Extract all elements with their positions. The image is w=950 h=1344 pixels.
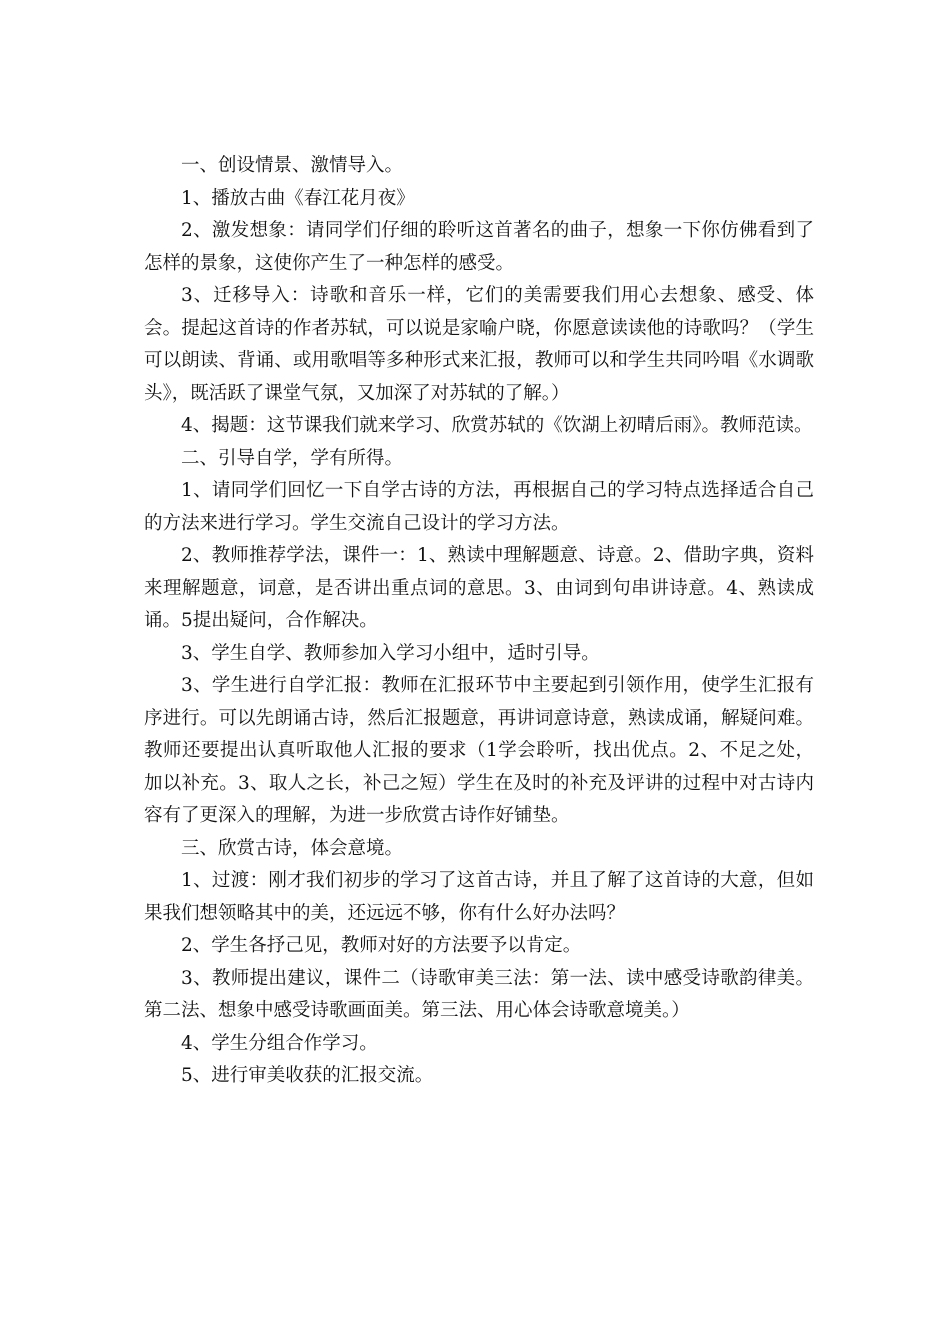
paragraph: 2、教师推荐学法，课件一：1、熟读中理解题意、诗意。2、借助字典，资料来理解题意，词意，是否讲出重点词的意思。3、由词到句串讲诗意。4、熟读成诵。5提出疑问，合作解决。 bbox=[144, 545, 814, 631]
section-heading-3: 三、欣赏古诗，体会意境。 bbox=[181, 837, 404, 859]
paragraph: 3、学生进行自学汇报：教师在汇报环节中主要起到引领作用，使学生汇报有序进行。可以先朗诵古诗，然后汇报题意，再讲词意诗意，熟读成诵，解疑问难。教师还要提出认真听取他人汇报的要求（1学会聆听，找出优点。2、不足之处，加以补充。3、取人之长，补己之短）学生在及时的补充及评讲的过程中对古诗内容有了更深入的理解，为进一步欣赏古诗作好铺垫。 bbox=[144, 675, 814, 826]
section-heading-1: 一、创设情景、激情导入。 bbox=[181, 155, 404, 176]
paragraph: 3、教师提出建议，课件二（诗歌审美三法：第一法、读中感受诗歌韵律美。第二法、想象中感受诗歌画面美。第三法、用心体会诗歌意境美。） bbox=[144, 967, 814, 1021]
paragraph: 1、过渡：刚才我们初步的学习了这首古诗，并且了解了这首诗的大意，但如果我们想领略其中的美，还远远不够，你有什么好办法吗？ bbox=[144, 870, 814, 924]
paragraph: 4、揭题：这节课我们就来学习、欣赏苏轼的《饮湖上初晴后雨》。教师范读。 bbox=[181, 415, 813, 436]
paragraph: 4、学生分组合作学习。 bbox=[181, 1032, 378, 1054]
paragraph: 1、播放古曲《春江花月夜》 bbox=[181, 187, 415, 209]
paragraph: 3、学生自学、教师参加入学习小组中，适时引导。 bbox=[181, 642, 600, 664]
section-heading-2: 二、引导自学，学有所得。 bbox=[181, 447, 404, 469]
paragraph: 2、激发想象：请同学们仔细的聆听这首著名的曲子，想象一下你仿佛看到了怎样的景象，这使你产生了一种怎样的感受。 bbox=[144, 220, 814, 274]
paragraph: 1、请同学们回忆一下自学古诗的方法，再根据自己的学习特点选择适合自己的方法来进行学习。学生交流自己设计的学习方法。 bbox=[144, 480, 814, 534]
paragraph: 2、学生各抒己见，教师对好的方法要予以肯定。 bbox=[181, 935, 582, 956]
document-body bbox=[144, 150, 814, 1093]
paragraph: 3、迁移导入：诗歌和音乐一样，它们的美需要我们用心去想象、感受、体会。提起这首诗的作者苏轼，可以说是家喻户晓，你愿意读读他的诗歌吗？（学生可以朗读、背诵、或用歌唱等多种形式来汇报，教师可以和学生共同吟唱《水调歌头》，既活跃了课堂气氛，又加深了对苏轼的了解。） bbox=[144, 285, 814, 404]
paragraph: 5、进行审美收获的汇报交流。 bbox=[181, 1065, 434, 1086]
